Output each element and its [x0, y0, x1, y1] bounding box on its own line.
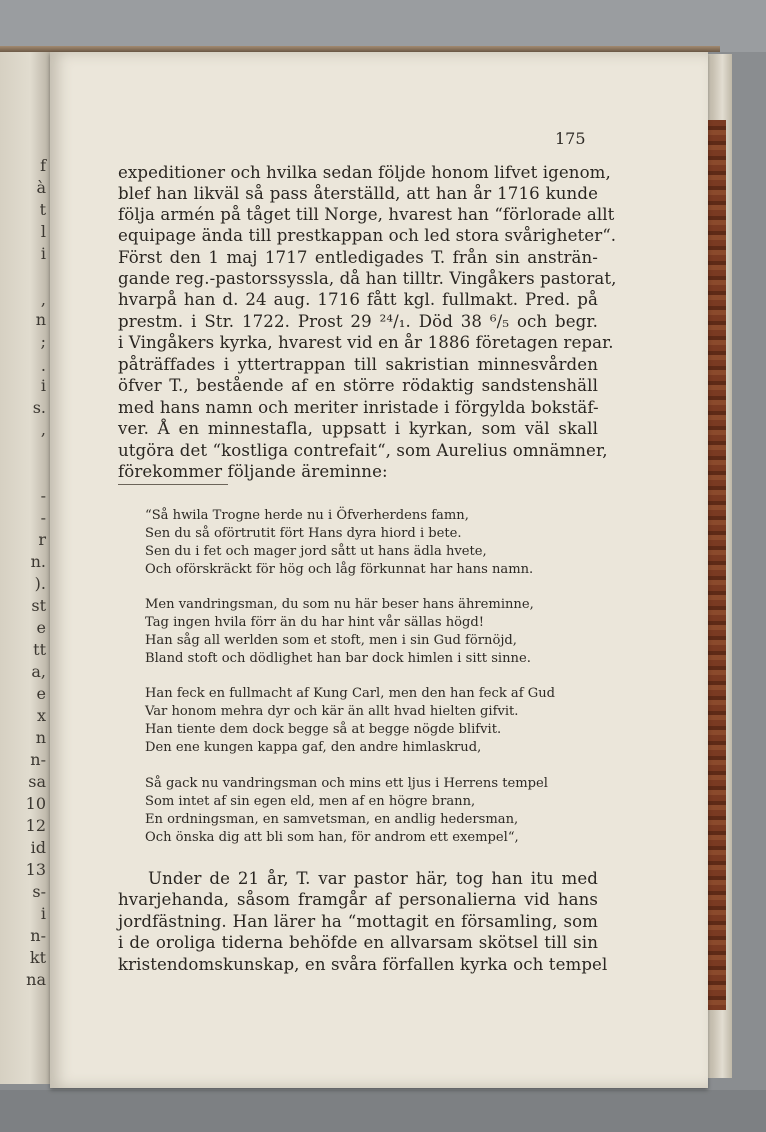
left-page-fragment: n: [35, 728, 46, 747]
page-number: 175: [555, 129, 586, 148]
left-page-fragment: kt: [29, 948, 46, 967]
poem-line: En ordningsman, en samvetsman, en andlig hedersman,: [145, 812, 519, 827]
left-page-fragment: i: [40, 904, 46, 923]
text-line: hvarjehanda, såsom framgår af personalierna vid hans: [118, 890, 598, 909]
left-page-fragment: t: [39, 200, 46, 219]
left-page-fragment: ,: [40, 290, 46, 309]
left-page-fragment: à: [36, 178, 46, 197]
left-page-fragment: tt: [33, 640, 46, 659]
left-page-fragment: e: [36, 618, 46, 637]
left-page-fragment: i: [40, 244, 46, 263]
text-line: expeditioner och hvilka sedan följde honom lifvet igenom,: [118, 163, 611, 182]
left-page-fragment: 13: [25, 860, 46, 879]
poem-line: Men vandringsman, du som nu här beser hans ähreminne,: [145, 597, 534, 612]
left-page-fragment: n-: [30, 750, 46, 769]
left-page-fragment: ).: [34, 574, 46, 593]
text-line: i de oroliga tiderna behöfde en allvarsam skötsel till sin: [118, 933, 598, 952]
poem-line: Sen du i fet och mager jord sått ut hans ädla hvete,: [145, 544, 487, 559]
underline-mark: [118, 484, 228, 485]
poem-line: Han feck en fullmacht af Kung Carl, men den han feck af Gud: [145, 686, 556, 701]
background-top: [0, 0, 766, 52]
poem-line: Tag ingen hvila förr än du har hint vår sällas högd!: [145, 615, 485, 630]
left-page-fragment: 10: [25, 794, 46, 813]
poem-line: “Så hwila Trogne herde nu i Öfverherdens famn,: [145, 508, 469, 523]
text-line: prestm. i Str. 1722. Prost 29 ²⁴/₁. Död 38 ⁶/₅ och begr.: [118, 312, 598, 331]
left-page-fragment: ;: [40, 332, 46, 351]
left-page-fragment: -: [40, 486, 46, 505]
left-page-fragment: x: [36, 706, 46, 725]
text-line: jordfästning. Han lärer ha “mottagit en församling, som: [118, 912, 598, 931]
left-page-fragment: i: [40, 376, 46, 395]
left-page-fragment: a,: [31, 662, 46, 681]
text-line: kristendomskunskap, en svåra förfallen kyrka och tempel: [118, 955, 608, 974]
text-line: med hans namn och meriter inristade i förgylda bokstäf-: [118, 398, 599, 417]
text-line: följa armén på tåget till Norge, hvarest han “förlorade allt: [118, 205, 615, 224]
left-page-fragment: na: [26, 970, 46, 989]
left-page-fragment: s.: [32, 398, 46, 417]
text-line: förekommer följande äreminne:: [118, 462, 388, 481]
text-line: utgöra det “kostliga contrefait“, som Aurelius omnämner,: [118, 441, 608, 460]
text-line: i Vingåkers kyrka, hvarest vid en år 1886 företagen repar.: [118, 333, 614, 352]
poem-line: Han såg all werlden som et stoft, men i sin Gud förnöjd,: [145, 633, 517, 648]
left-page-edge: [0, 52, 51, 1084]
text-line: blef han likväl så pass återställd, att han år 1716 kunde: [118, 184, 598, 203]
text-line: ver. Å en minnestafla, uppsatt i kyrkan, som väl skall: [118, 419, 598, 438]
left-page-fragment: -: [40, 508, 46, 527]
poem-line: Och önska dig att bli som han, för androm ett exempel“,: [145, 830, 519, 845]
left-page-fragment: n.: [30, 552, 46, 571]
background-bottom: [0, 1090, 766, 1132]
left-page-fragment: 12: [25, 816, 46, 835]
left-page-fragment: st: [31, 596, 46, 615]
poem-line: Var honom mehra dyr och kär än allt hvad hielten gifvit.: [145, 704, 519, 719]
left-page-fragment: id: [30, 838, 46, 857]
text-line: hvarpå han d. 24 aug. 1716 fått kgl. fullmakt. Pred. på: [118, 290, 598, 309]
left-page-fragment: .: [40, 356, 46, 375]
text-line: påträffades i yttertrappan till sakristian minnesvården: [118, 355, 598, 374]
left-page-fragment: f: [40, 156, 46, 175]
poem-line: Bland stoft och dödlighet han bar dock himlen i sitt sinne.: [145, 651, 531, 666]
text-line: Under de 21 år, T. var pastor här, tog han itu med: [148, 869, 598, 888]
left-page-fragment: e: [36, 684, 46, 703]
poem-line: Så gack nu vandringsman och mins ett ljus i Herrens tempel: [145, 776, 548, 791]
poem-line: Och oförskräckt för hög och låg förkunnat har hans namn.: [145, 562, 534, 577]
left-page-fragment: s-: [32, 882, 46, 901]
left-page-fragment: l: [40, 222, 46, 241]
left-page-fragment: sa: [28, 772, 46, 791]
poem-line: Som intet af sin egen eld, men af en högre brann,: [145, 794, 476, 809]
left-page-fragment: r: [38, 530, 46, 549]
poem-line: Han tiente dem dock begge så at begge nögde blifvit.: [145, 722, 502, 737]
text-line: Först den 1 maj 1717 entledigades T. från sin ansträn-: [118, 248, 598, 267]
left-page-fragment: n: [35, 310, 46, 329]
text-line: equipage ända till prestkappan och led stora svårigheter“.: [118, 226, 617, 245]
text-line: öfver T., bestående af en större rödaktig sandstenshäll: [118, 376, 598, 395]
poem-line: Sen du så oförtrutit fört Hans dyra hiord i bete.: [145, 526, 462, 541]
book-spine: [708, 120, 726, 1010]
left-page-fragment: ,: [40, 420, 46, 439]
text-line: gande reg.-pastorssyssla, då han tilltr. Vingåkers pastorat,: [118, 269, 617, 288]
left-page-fragment: n-: [30, 926, 46, 945]
poem-line: Den ene kungen kappa gaf, den andre himlaskrud,: [145, 740, 482, 755]
